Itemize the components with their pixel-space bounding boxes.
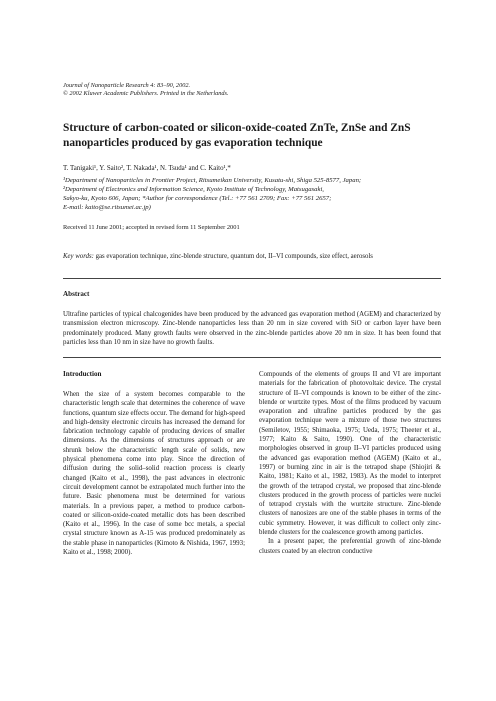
affiliation-line: ²Department of Electronics and Information Science, Kyoto Institute of Technology, Matsugasaki, bbox=[63, 186, 324, 194]
paper-title: Structure of carbon-coated or silicon-oxide-coated ZnTe, ZnSe and ZnS nanoparticles produced by gas evaporation technique bbox=[63, 122, 411, 149]
introduction-right-column bbox=[259, 370, 441, 556]
divider bbox=[63, 357, 441, 358]
affiliation-line: ¹Department of Nanoparticles in Frontier Project, Ritsumeikan University, Kusatu-shi, Shiga 525-8577, Japan; bbox=[63, 177, 362, 184]
divider bbox=[63, 278, 441, 279]
paragraph: In a present paper, the preferential growth of zinc-blende clusters coated by an electron conductive bbox=[259, 538, 441, 555]
affiliation-line: E-mail: kaito@se.ritsumei.ac.jp) bbox=[63, 204, 151, 212]
introduction-heading: Introduction bbox=[63, 370, 102, 378]
author-list: T. Tanigaki¹, Y. Saito², T. Nakada¹, N. Tsuda¹ and C. Kaito¹,* bbox=[63, 165, 231, 172]
introduction-left-column bbox=[63, 390, 245, 557]
abstract-text: Ultrafine particles of typical chalcogenides have been produced by the advanced gas evaporation method (AGEM) and characterized by transmission electron microscopy. Zinc-blende nanoparticles less than 20 nm in size covered with SiO or carbon layer have been predominately produced. Many growth faults were observed in the zinc-blende particles above 20 nm in size. It has been found that particles less than 10 nm in size have no growth faults. bbox=[63, 311, 441, 346]
keywords-label: Key words: bbox=[63, 253, 94, 260]
journal-line-1: Journal of Nanoparticle Research 4: 83–90, 2002. bbox=[63, 82, 191, 89]
affiliations bbox=[63, 176, 443, 212]
affiliation-line: Sakyo-ku, Kyoto 606, Japan; *Author for correspondence (Tel.: +77 561 2709; Fax: +77 561 2657; bbox=[63, 195, 332, 203]
journal-line-2: © 2002 Kluwer Academic Publishers. Printed in the Netherlands. bbox=[63, 90, 229, 98]
paragraph: When the size of a system becomes comparable to the characteristic length scale that determines the coherence of wave functions, quantum size effects occur. The demand for high-speed and high-density electronic circuits has increased the demand for fabrication technology capable of producing devices of smaller dimensions. As the dimensions of structures approach or are shrunk below the characteristic length scale of solids, new physical phenomena come into play. Since the direction of diffusion during the solid–solid reaction process is clearly changed (Kaito et al., 1998), the past advances in electronic circuit development cannot be extrapolated much further into the future. Basic phenomena must be determined for various materials. In a previous paper, a method to produce carbon-coated or silicon-oxide-coated metallic dots has been described (Kaito et al., 1996). In the case of some bcc metals, a special crystal structure known as A-15 was produced predominately as the stable phase in nanoparticles (Kimoto & Nishida, 1967, 1993; Kaito et al., 1998; 2000). bbox=[63, 391, 245, 557]
paragraph: Compounds of the elements of groups II and VI are important materials for the fabrication of photovoltaic device. The crystal structure of II–VI compounds is known to be either of the zinc-blende or wurtzite types. Most of the films produced by vacuum evaporation and ultrafine particles produced by the gas evaporation technique were a mixture of those two structures (Semiletov, 1955; Shimaoka, 1975; Ueda, 1975; Theeter et al., 1977; Kaito & Saito, 1990). One of the characteristic morphologies observed in group II–VI particles produced using the advanced gas evaporation method (AGEM) (Kaito et al., 1997) or burning zinc in air is the tetrapod shape (Shiojiri & Kaito, 1981; Kaito et al., 1982, 1983). As the model to interpret the growth of the tetrapod crystal, we proposed that zinc-blende clusters produced in the growth process of particles were nuclei of tetrapod crystals with the wurtzite structure. Zinc-blende clusters of nanosizes are one of the stable phases in terms of the cubic symmetry. However, it was difficult to collect only zinc-blende clusters for the coalescence growth among particles. bbox=[259, 371, 441, 537]
journal-citation bbox=[63, 82, 443, 99]
keywords bbox=[63, 252, 443, 261]
received-dates: Received 11 June 2001; accepted in revised form 11 September 2001 bbox=[63, 224, 240, 231]
abstract-heading: Abstract bbox=[63, 290, 90, 298]
keywords-text: gas evaporation technique, zinc-blende structure, quantum dot, II–VI compounds, size effect, aerosols bbox=[95, 253, 373, 260]
